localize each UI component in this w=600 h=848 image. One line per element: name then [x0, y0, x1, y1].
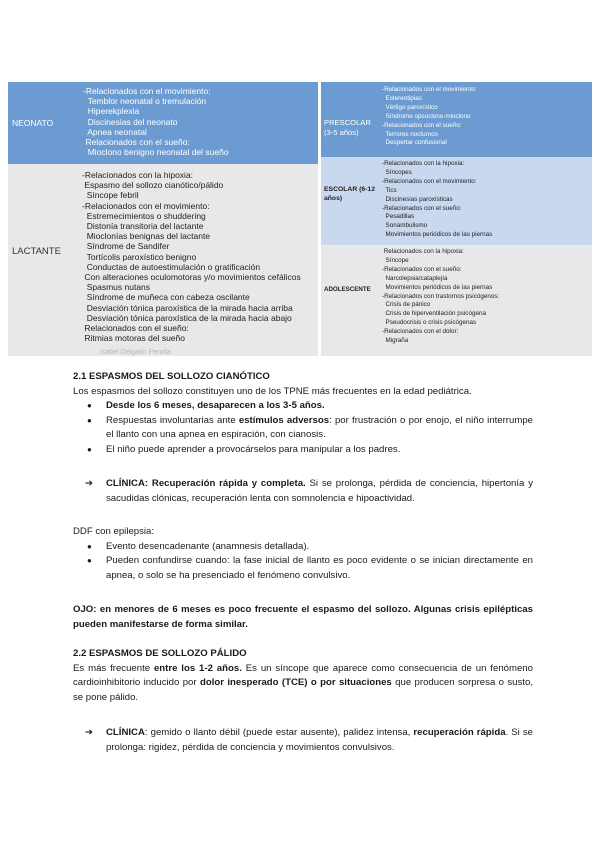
- bullet-manipulation: ● El niño puede aprender a provocárselos para manipular a los padres.: [73, 443, 533, 458]
- ddf-block: [73, 525, 533, 583]
- section-2-1-title: 2.1 ESPASMOS DEL SOLLOZO CIANÓTICO: [73, 371, 270, 382]
- adolescente-line: Crisis de pánico: [382, 301, 431, 309]
- lactante-line: Síndrome de muñeca con cabeza oscilante: [82, 292, 250, 303]
- escolar-line: Tics: [382, 186, 397, 194]
- section-2-1: [73, 370, 533, 458]
- lactante-list: [82, 170, 301, 343]
- adolescente-label: ADOLESCENTE: [324, 286, 371, 293]
- escolar-line: Síncopes: [382, 168, 412, 176]
- lactante-line: Distonía transitoria del lactante: [82, 221, 204, 232]
- neonato-line: Relacionados con el sueño:: [83, 137, 190, 148]
- adolescente-line: -Relacionados con el sueño:: [382, 265, 462, 273]
- adolescente-line: Relacionados con la hipoxia:: [382, 248, 464, 255]
- lactante-line: Spasmus nutans: [82, 282, 151, 293]
- section-2-1-bullets: [73, 399, 533, 457]
- escolar-list: [382, 160, 492, 240]
- lactante-line: Estremecimientos o shuddering: [82, 210, 206, 221]
- lactante-line: Tortícolis paroxístico benigno: [82, 251, 197, 262]
- ddf-bullet-confusion: ● Pueden confundirse cuando: la fase inicial de llanto es poco evidente o se inician directamente en apnea, o solo se ha presenciado el fenómeno convulsivo.: [73, 554, 533, 583]
- neonato-line: -Relacionados con el movimiento:: [83, 86, 211, 96]
- escolar-line: Pesadillas: [382, 213, 415, 221]
- preescolar-line: Terrores nocturnos: [382, 130, 438, 138]
- section-2-2-title: 2.2 ESPASMOS DE SOLLOZO PÁLIDO: [73, 648, 247, 659]
- preescolar-line: -Relacionados con el sueño:: [382, 121, 462, 129]
- lactante-line: Conductas de autoestimulación o gratificación: [82, 261, 261, 272]
- lactante-line: Síndrome de Sandifer: [82, 241, 170, 252]
- escolar-line: Movimientos periódicos de las piernas: [382, 231, 493, 239]
- lactante-line: Ritmias motoras del sueño: [82, 333, 185, 344]
- neonato-line: Temblor neonatal o tremulación: [83, 96, 207, 107]
- adolescente-line: Crisis de hiperventilación psicógena: [382, 310, 486, 318]
- escolar-line: Discinesias paroxísticas: [382, 195, 453, 203]
- lactante-line: Desviación tónica paroxística de la mirada hacia abajo: [82, 312, 292, 323]
- lactante-line: Espasmo del sollozo cianótico/pálido: [82, 180, 224, 191]
- section-2-1-clinica: ➔ CLÍNICA: Recuperación rápida y completa. Si se prolonga, pérdida de conciencia, hipertonía y sacudidas clónicas, recuperación lenta con somnolencia e hipoactividad.: [85, 478, 533, 504]
- section-2-2-paragraph: Es más frecuente entre los 1-2 años. Es un síncope que aparece como consecuencia de un fenómeno cardioinhibitorio inducido por dolor inesperado (TCE) o por situaciones que producen sorpresa o susto, se pone pálido.: [73, 662, 533, 703]
- neonato-line: Mioclono benigno neonatal del sueño: [83, 147, 229, 158]
- escolar-label: ESCOLAR (6-12 años): [324, 186, 375, 203]
- adolescente-line: -Relacionados con trastornos psicógenos:: [382, 292, 500, 300]
- preescolar-line: Síndrome opsoclono-mioclono: [382, 112, 471, 120]
- lactante-line: Relacionados con el sueño:: [82, 323, 189, 334]
- preescolar-line: -Relacionados con el movimiento:: [382, 86, 477, 93]
- adolescente-line: Narcolepsia/cataplejía: [382, 274, 448, 282]
- adolescente-line: Movimientos periódicos de las piernas: [382, 283, 493, 291]
- adolescente-line: -Relacionados con el dolor:: [382, 328, 459, 336]
- arrow-icon: ➔: [85, 727, 94, 738]
- section-2-2-clinica: ➔ CLÍNICA: gemido o llanto débil (puede estar ausente), palidez intensa, recuperación rápida. Si se prolonga: rigidez, pérdida de conciencia y movimientos convulsivos.: [85, 727, 533, 753]
- adolescente-list: [382, 248, 499, 346]
- arrow-icon: ➔: [85, 478, 94, 489]
- adolescente-line: Pseudocrisis o crisis psicógenas: [382, 319, 477, 327]
- escolar-line: -Relacionados con el sueño:: [382, 204, 462, 212]
- section-2-1-intro: Los espasmos del sollozo constituyen uno de los TPNE más frecuentes en la edad pediátrica.: [73, 385, 472, 397]
- preescolar-label: PRESCOLAR (3-5 años): [324, 118, 371, 137]
- neonato-label: NEONATO: [12, 118, 54, 128]
- preescolar-line: Despertar confusional: [382, 139, 447, 147]
- preescolar-line: Estereotipias: [382, 94, 422, 102]
- ddf-title: DDF con epilepsia:: [73, 526, 155, 537]
- lactante-label: LACTANTE: [12, 246, 61, 257]
- section-2-2: [73, 647, 533, 705]
- adolescente-line: Síncope: [382, 256, 409, 264]
- neonato-line: Apnea neonatal: [83, 126, 147, 137]
- ddf-bullet-event: ● Evento desencadenante (anamnesis detallada).: [73, 540, 533, 555]
- escolar-line: -Relacionados con la hipoxia:: [382, 160, 465, 167]
- adolescente-line: Migraña: [382, 337, 409, 345]
- neonato-list: [83, 86, 229, 157]
- neonato-line: Hiperekplexia: [83, 106, 140, 117]
- lactante-line: Síncope febril: [82, 190, 139, 201]
- lactante-line: Con alteraciones oculomotoras y/o movimientos cefálicos: [82, 272, 301, 283]
- preescolar-list: [382, 86, 477, 148]
- ojo-note: OJO: en menores de 6 meses es poco frecuente el espasmo del sollozo. Algunas crisis epilépticas pueden manifestarse de forma similar.: [73, 604, 533, 630]
- lactante-line: -Relacionados con la hipoxia:: [82, 170, 194, 180]
- lactante-line: Mioclonías benignas del lactante: [82, 231, 211, 242]
- watermark-text: Isabel Delgado Peralta: [100, 349, 171, 356]
- bullet-stimuli: ● Respuestas involuntarias ante estímulos adversos: por frustración o por enojo, el niño interrumpe el llanto con una apnea en espiración, con cianosis.: [73, 414, 533, 443]
- escolar-line: Sonambulismo: [382, 222, 428, 230]
- escolar-line: -Relacionados con el movimiento:: [382, 177, 477, 185]
- preescolar-line: Vértigo paroxístico: [382, 103, 438, 111]
- lactante-line: -Relacionados con el movimiento:: [82, 200, 210, 211]
- lactante-line: Desviación tónica paroxística de la mirada hacia arriba: [82, 302, 293, 313]
- neonato-line: Discinesias del neonato: [83, 116, 178, 127]
- bullet-onset: ● Desde los 6 meses, desaparecen a los 3-5 años.: [73, 399, 533, 414]
- classification-table-image: [8, 82, 592, 356]
